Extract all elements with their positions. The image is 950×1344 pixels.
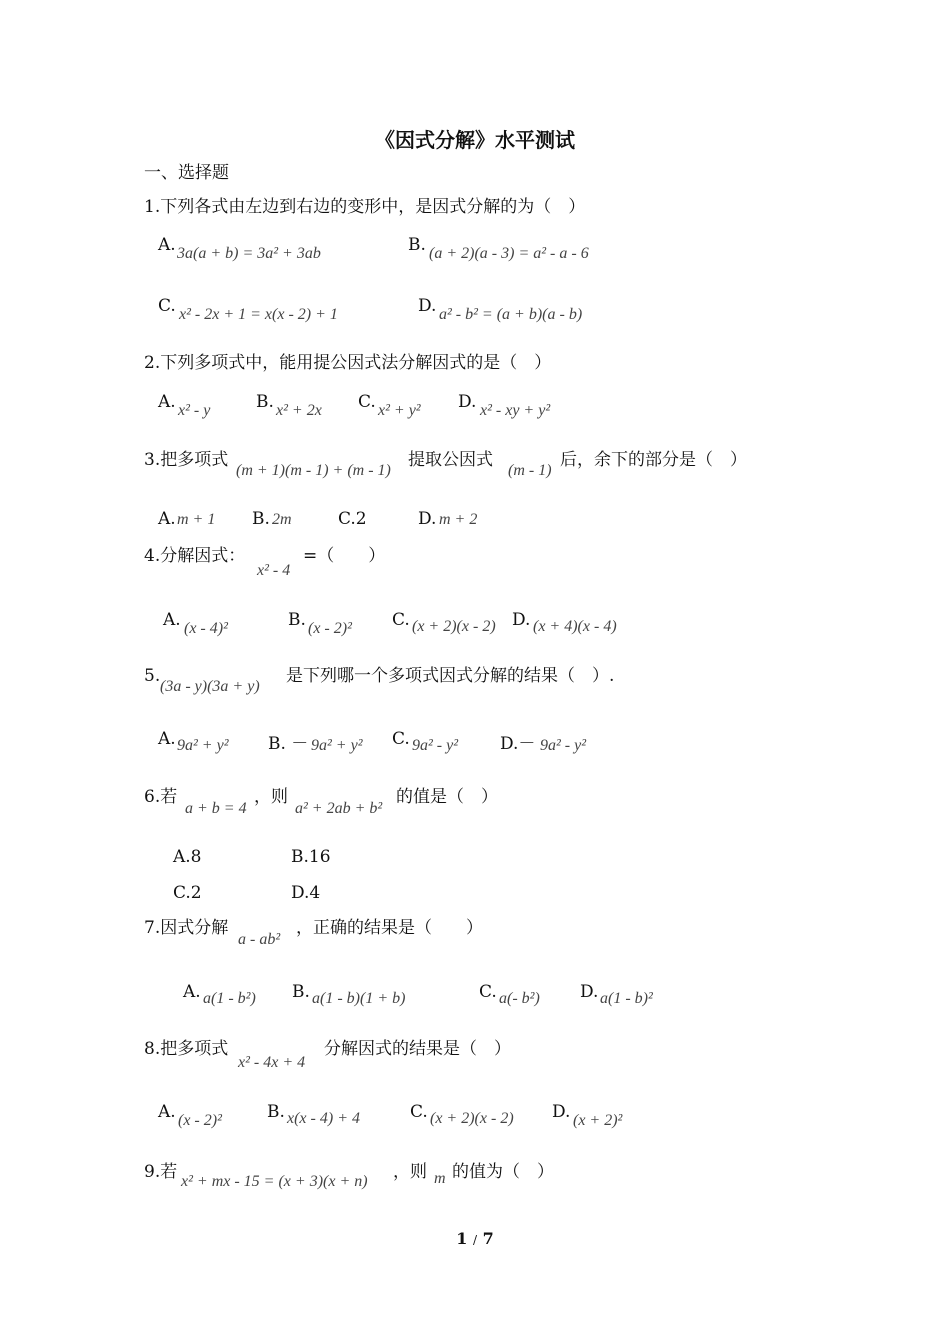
q5-stem-expr: (3a - y)(3a + y) xyxy=(160,678,260,695)
q6-option-a: A.8 xyxy=(173,847,202,867)
q5-option-a-label: A. xyxy=(158,729,176,749)
q8-stem-part-1: 8.把多项式 xyxy=(144,1039,229,1059)
q6-option-d: D.4 xyxy=(291,883,321,903)
q7-option-d-label: D. xyxy=(580,982,599,1002)
q8-option-a-label: A. xyxy=(158,1102,176,1122)
q4-option-d-expr: (x + 4)(x - 4) xyxy=(533,618,617,635)
q1-option-a-expr: 3a(a + b) = 3a² + 3ab xyxy=(177,245,321,262)
page-current: 1 xyxy=(456,1229,468,1248)
q3-stem-expr-factor: (m - 1) xyxy=(508,462,552,479)
q8-option-b-expr: x(x - 4) + 4 xyxy=(287,1110,360,1127)
q7-stem-part-1: 7.因式分解 xyxy=(144,918,229,938)
q2-option-a-expr: x² - y xyxy=(178,402,211,419)
q8-stem-expr: x² - 4x + 4 xyxy=(238,1054,306,1071)
q5-option-a-expr: 9a² + y² xyxy=(177,737,229,754)
q7-option-d-expr: a(1 - b)² xyxy=(600,990,653,1007)
q1-option-a-label: A. xyxy=(158,235,176,255)
question-2-stem: 2.下列多项式中，能用提公因式法分解因式的是（ ） xyxy=(144,353,552,373)
q6-stem-part-3: 的值是（ ） xyxy=(396,787,498,807)
q3-option-c-label: C.2 xyxy=(338,509,367,529)
q1-option-c-expr: x² - 2x + 1 = x(x - 2) + 1 xyxy=(179,306,338,323)
q6-option-b: B.16 xyxy=(291,847,331,867)
page-title: 《因式分解》水平测试 xyxy=(375,128,575,152)
q3-stem-part-2: 提取公因式 xyxy=(408,450,493,470)
q9-stem-expr-variable: m xyxy=(434,1170,446,1187)
q5-option-d-expr: 9a² - y² xyxy=(540,737,587,754)
q8-option-d-expr: (x + 2)² xyxy=(573,1112,623,1129)
q3-option-d-expr: m + 2 xyxy=(439,511,478,528)
q4-option-d-label: D. xyxy=(512,610,531,630)
q8-option-c-expr: (x + 2)(x - 2) xyxy=(430,1110,514,1127)
q4-stem-part-1: 4.分解因式： xyxy=(144,546,246,566)
q7-option-b-expr: a(1 - b)(1 + b) xyxy=(312,990,406,1007)
q2-option-b-label: B. xyxy=(256,392,274,412)
q7-option-b-label: B. xyxy=(292,982,310,1002)
q8-option-a-expr: (x - 2)² xyxy=(178,1112,222,1129)
q2-option-d-label: D. xyxy=(458,392,477,412)
question-1-stem: 1.下列各式由左边到右边的变形中，是因式分解的为（ ） xyxy=(144,197,586,217)
q8-option-c-label: C. xyxy=(410,1102,428,1122)
q3-stem-part-1: 3.把多项式 xyxy=(144,450,229,470)
q4-option-c-label: C. xyxy=(392,610,410,630)
q1-option-d-label: D. xyxy=(418,296,437,316)
q6-stem-expr-target: a² + 2ab + b² xyxy=(295,800,383,817)
q3-stem-part-3: 后，余下的部分是（ ） xyxy=(560,450,747,470)
q4-option-a-expr: (x - 4)² xyxy=(184,620,228,637)
q1-option-b-label: B. xyxy=(408,235,426,255)
q4-option-c-expr: (x + 2)(x - 2) xyxy=(412,618,496,635)
q3-option-a-label: A. xyxy=(158,509,176,529)
q7-stem-part-2: ，正确的结果是（ ） xyxy=(296,918,483,938)
q3-option-d-label: D. xyxy=(418,509,437,529)
q9-stem-expr-equation: x² + mx - 15 = (x + 3)(x + n) xyxy=(181,1173,368,1190)
q1-option-b-expr: (a + 2)(a - 3) = a² - a - 6 xyxy=(429,245,589,262)
q8-option-b-label: B. xyxy=(267,1102,285,1122)
q4-option-b-expr: (x - 2)² xyxy=(308,620,352,637)
q3-stem-expr-polynomial: (m + 1)(m - 1) + (m - 1) xyxy=(236,462,391,479)
page-separator: / xyxy=(472,1233,478,1247)
page-total: 7 xyxy=(482,1229,494,1248)
q8-stem-part-2: 分解因式的结果是（ ） xyxy=(324,1039,511,1059)
q4-option-a-label: A. xyxy=(163,610,181,630)
q5-option-d-label: D.－ xyxy=(500,734,536,754)
q7-stem-expr: a - ab² xyxy=(238,931,281,948)
q2-option-c-expr: x² + y² xyxy=(378,402,421,419)
q2-option-c-label: C. xyxy=(358,392,376,412)
q7-option-c-expr: a(- b²) xyxy=(499,990,540,1007)
q6-stem-expr-condition: a + b = 4 xyxy=(185,800,247,817)
q7-option-a-label: A. xyxy=(183,982,201,1002)
q5-option-c-label: C. xyxy=(392,729,410,749)
q3-option-b-label: B. xyxy=(252,509,270,529)
q6-stem-part-1: 6.若 xyxy=(144,787,178,807)
q3-option-a-expr: m + 1 xyxy=(177,511,216,528)
q1-option-c-label: C. xyxy=(158,296,176,316)
q2-option-d-expr: x² - xy + y² xyxy=(480,402,551,419)
q6-stem-part-2: ，则 xyxy=(254,787,288,807)
q5-option-b-expr: 9a² + y² xyxy=(311,737,363,754)
q4-stem-part-2: =（ ） xyxy=(303,546,386,566)
q4-option-b-label: B. xyxy=(288,610,306,630)
q2-option-b-expr: x² + 2x xyxy=(276,402,322,419)
page-number xyxy=(0,1229,950,1248)
q9-stem-part-2: ，则 xyxy=(393,1162,427,1182)
q1-option-d-expr: a² - b² = (a + b)(a - b) xyxy=(439,306,583,323)
q3-option-b-expr: 2m xyxy=(272,511,292,528)
q9-stem-part-1: 9.若 xyxy=(144,1162,178,1182)
q7-option-c-label: C. xyxy=(479,982,497,1002)
section-heading: 一、选择题 xyxy=(144,163,229,183)
q6-option-c: C.2 xyxy=(173,883,202,903)
q4-stem-expr: x² - 4 xyxy=(257,562,291,579)
q5-option-c-expr: 9a² - y² xyxy=(412,737,459,754)
q8-option-d-label: D. xyxy=(552,1102,571,1122)
q2-option-a-label: A. xyxy=(158,392,176,412)
q7-option-a-expr: a(1 - b²) xyxy=(203,990,256,1007)
q5-option-b-label: B. － xyxy=(268,734,309,754)
q5-stem-part-1: 5. xyxy=(144,666,161,686)
q9-stem-part-3: 的值为（ ） xyxy=(452,1162,554,1182)
q5-stem-part-2: 是下列哪一个多项式因式分解的结果（ ）. xyxy=(286,666,615,686)
